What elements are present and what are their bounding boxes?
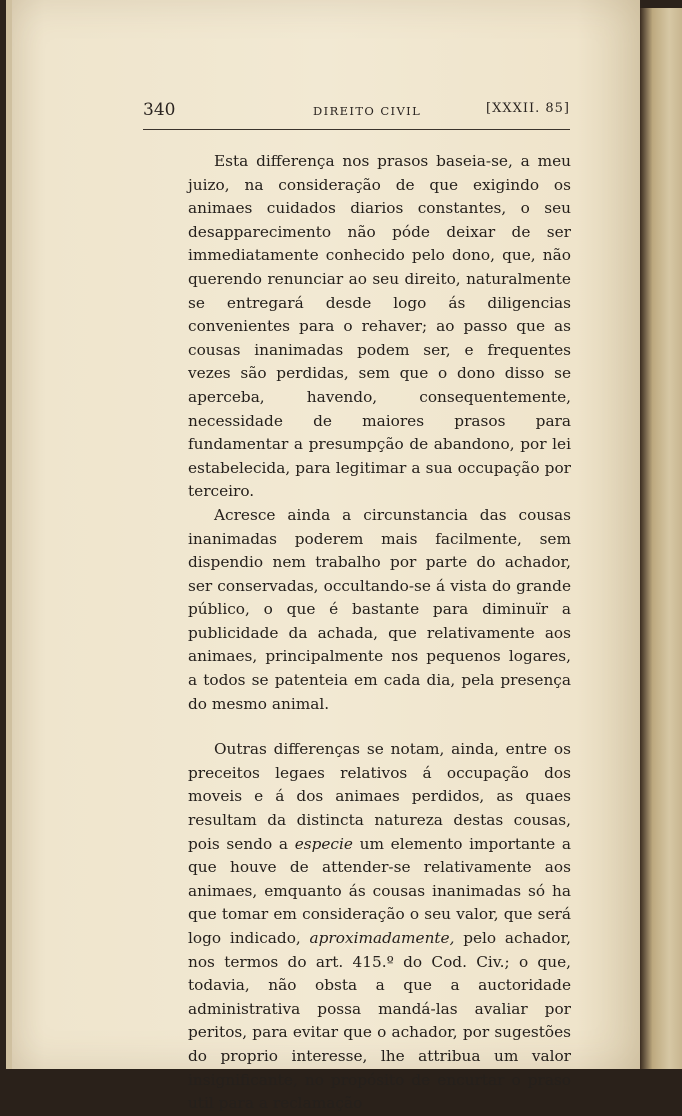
- body-text: [188, 150, 571, 1116]
- paragraph-3: [188, 738, 571, 1116]
- next-page-edge: [640, 8, 682, 1069]
- paragraph-1: Esta differença nos prasos baseia-se, a meu juizo, na consideração de que exigindo os animaes cuidados diarios constantes, o seu desapparecimento não póde deixar de ser immediatamente conhecido pelo dono, que, não querendo renunciar ao seu direito, naturalmente se entregará desde logo ás diligencias convenientes para o rehaver; ao passo que as cousas inanimadas podem ser, e frequentes vezes são perdidas, sem que o dono disso se aperceba, havendo, consequentemente, necessidade de maiores prasos para fundamentar a presumpção de abandono, por lei estabelecida, para legitimar a sua occupação por terceiro.: [188, 152, 571, 501]
- section-reference: [XXXII. 85]: [486, 101, 570, 116]
- page-header: [143, 98, 570, 126]
- page-edge: [6, 0, 12, 1069]
- paragraph-3-part-2: um elemento importante a que houve de attender-se relativamente aos animaes, emquanto ás cousas inanimadas só ha que tomar em consideração o seu valor, que será logo indicado,: [188, 834, 571, 947]
- paragraph-3-part-1: Outras differenças se notam, ainda, entre os preceitos legaes relativos á occupação dos moveis e á dos animaes perdidos, as quaes resultam da distincta natureza destas cousas, pois sendo a: [188, 740, 571, 853]
- running-title: DIREITO CIVIL: [313, 104, 422, 118]
- paragraph-3-part-3: pelo achador, nos termos do art. 415.º do Cod. Civ.; o que, todavia, não obsta a que a auctoridade administrativa possa mandá-las avaliar por peritos, para evitar que o achador, por sugestões do proprio interesse, lhe attribua um valor insignificante, no propósito de encurtar o praso util para a reclamação: [188, 929, 572, 1113]
- header-rule: [143, 129, 570, 130]
- italic-term-aproximadamente: aproximadamente,: [309, 929, 455, 947]
- italic-term-especie: especie: [294, 834, 353, 853]
- page-number: 340: [143, 100, 176, 120]
- paragraph-2: Acresce ainda a circunstancia das cousas inanimadas poderem mais facilmente, sem dispendio nem trabalho por parte do achador, ser conservadas, occultando-se á vista do grande público, o que é bastante para diminuïr a publicidade da achada, que relativamente aos animaes, principalmente nos pequenos logares, a todos se patenteia em cada dia, pela presença do mesmo animal.: [188, 505, 571, 713]
